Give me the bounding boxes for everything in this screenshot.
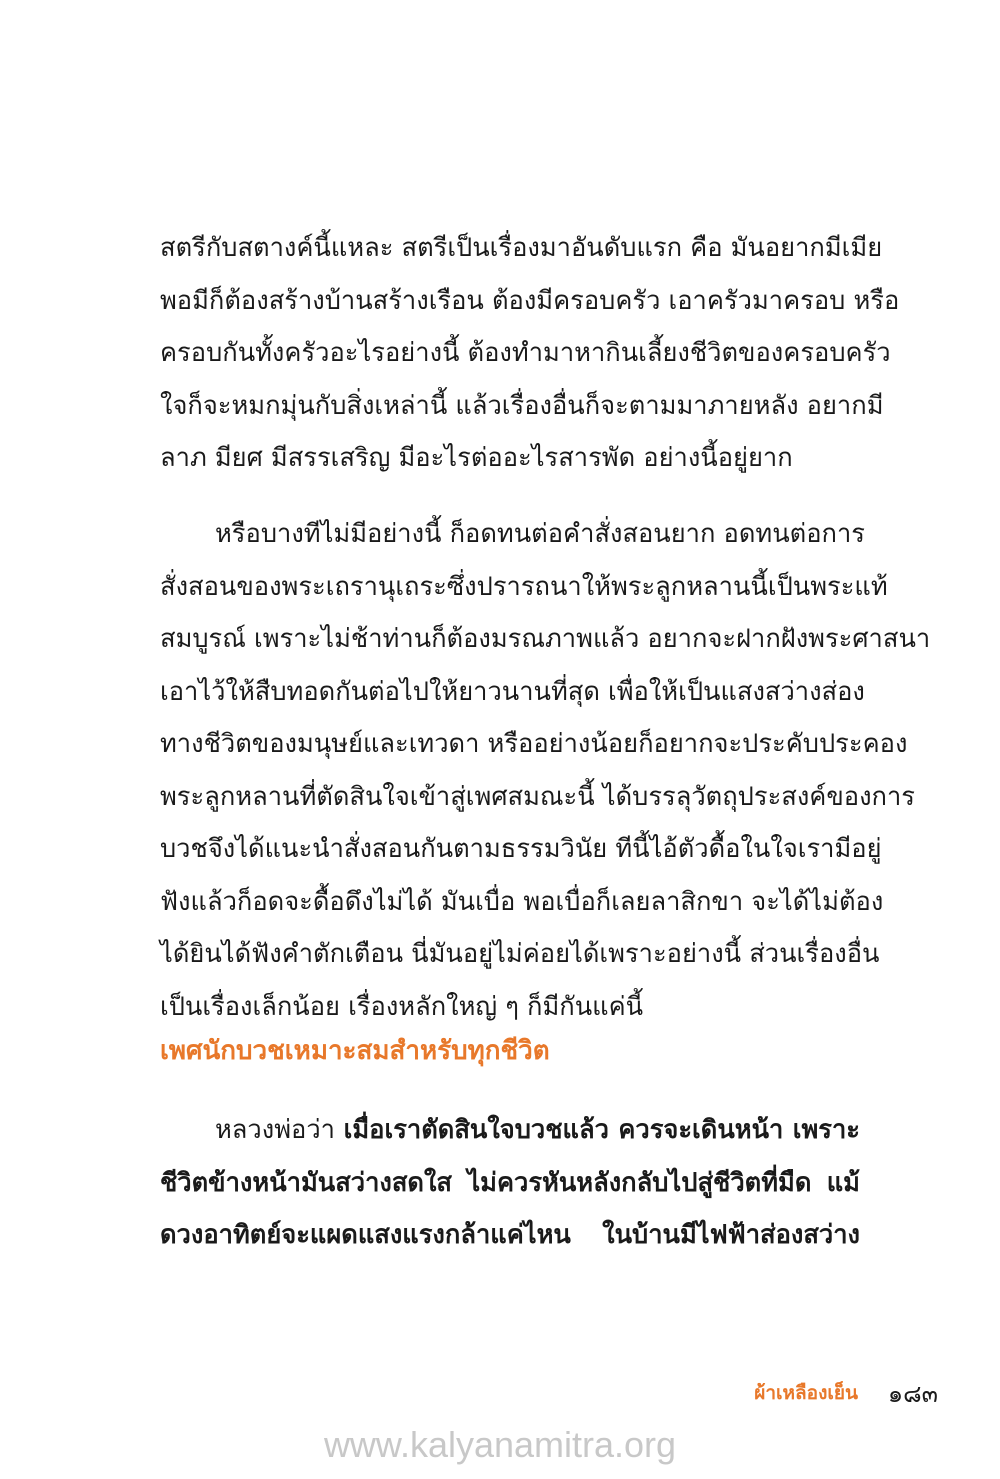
paragraph-2-line: ทางชีวิตของมนุษย์และเทวดา หรืออย่างน้อยก็อยากจะประคับประคอง [160, 729, 908, 759]
paragraph-2-line: ได้ยินได้ฟังคำตักเตือน นี่มันอยู่ไม่ค่อยได้เพราะอย่างนี้ ส่วนเรื่องอื่น [160, 939, 880, 969]
paragraph-3 [160, 1104, 860, 1262]
paragraph-3-lead: หลวงพ่อว่า [215, 1115, 344, 1145]
paragraph-3-line [160, 1104, 860, 1157]
paragraph-3-line: ชีวิตข้างหน้ามันสว่างสดใส ไม่ควรหันหลังกลับไปสู่ชีวิตที่มืด แม้ [160, 1167, 860, 1198]
watermark-url: www.kalyanamitra.org [323, 1424, 677, 1465]
footer-page-number: ๑๘๓ [887, 1380, 938, 1408]
paragraph-2-line: พระลูกหลานที่ตัดสินใจเข้าสู่เพศสมณะนี้ ได้บรรลุวัตถุประสงค์ของการ [160, 781, 915, 812]
paragraph-1-line: ครอบกันทั้งครัวอะไรอย่างนี้ ต้องทำมาหากินเลี้ยงชีวิตของครอบครัว [160, 338, 891, 368]
paragraph-3-bold-text: เมื่อเราตัดสินใจบวชแล้ว ควรจะเดินหน้า เพราะ [343, 1115, 860, 1145]
paragraph-2-line: เอาไว้ให้สืบทอดกันต่อไปให้ยาวนานที่สุด เพื่อให้เป็นแสงสว่างส่อง [160, 676, 865, 707]
paragraph-1-line: ใจก็จะหมกมุ่นกับสิ่งเหล่านี้ แล้วเรื่องอื่นก็จะตามมาภายหลัง อยากมี [160, 390, 884, 421]
paragraph-2-line: เป็นเรื่องเล็กน้อย เรื่องหลักใหญ่ ๆ ก็มีกันแค่นี้ [160, 991, 644, 1022]
paragraph-2-line: ฟังแล้วก็อดจะดื้อดึงไม่ได้ มันเบื่อ พอเบื่อก็เลยลาสิกขา จะได้ไม่ต้อง [160, 886, 884, 917]
paragraph-1-line: ลาภ มียศ มีสรรเสริญ มีอะไรต่ออะไรสารพัด อย่างนี้อยู่ยาก [160, 443, 793, 473]
paragraph-2-line: สมบูรณ์ เพราะไม่ช้าท่านก็ต้องมรณภาพแล้ว อยากจะฝากฝังพระศาสนา [160, 624, 931, 654]
paragraph-1 [160, 222, 900, 485]
paragraph-2 [160, 508, 931, 1033]
section-heading: เพศนักบวชเหมาะสมสำหรับทุกชีวิต [160, 1036, 550, 1066]
paragraph-2-line: สั่งสอนของพระเถรานุเถระซึ่งปรารถนาให้พระลูกหลานนี้เป็นพระแท้ [160, 571, 888, 602]
paragraph-2-line: บวชจึงได้แนะนำสั่งสอนกันตามธรรมวินัย ทีนี้ไอ้ตัวดื้อในใจเรามีอยู่ [160, 834, 882, 864]
paragraph-2-line: หรือบางทีไม่มีอย่างนี้ ก็อดทนต่อคำสั่งสอนยาก อดทนต่อการ [215, 519, 865, 549]
paragraph-1-line: สตรีกับสตางค์นี้แหละ สตรีเป็นเรื่องมาอันดับแรก คือ มันอยากมีเมีย [160, 233, 883, 263]
footer-book-title: ผ้าเหลืองเย็น [754, 1382, 858, 1404]
paragraph-3-line: ดวงอาทิตย์จะแผดแสงแรงกล้าแค่ไหน ในบ้านมีไฟฟ้าส่องสว่าง [160, 1220, 860, 1250]
paragraph-1-line: พอมีก็ต้องสร้างบ้านสร้างเรือน ต้องมีครอบครัว เอาครัวมาครอบ หรือ [160, 285, 900, 316]
